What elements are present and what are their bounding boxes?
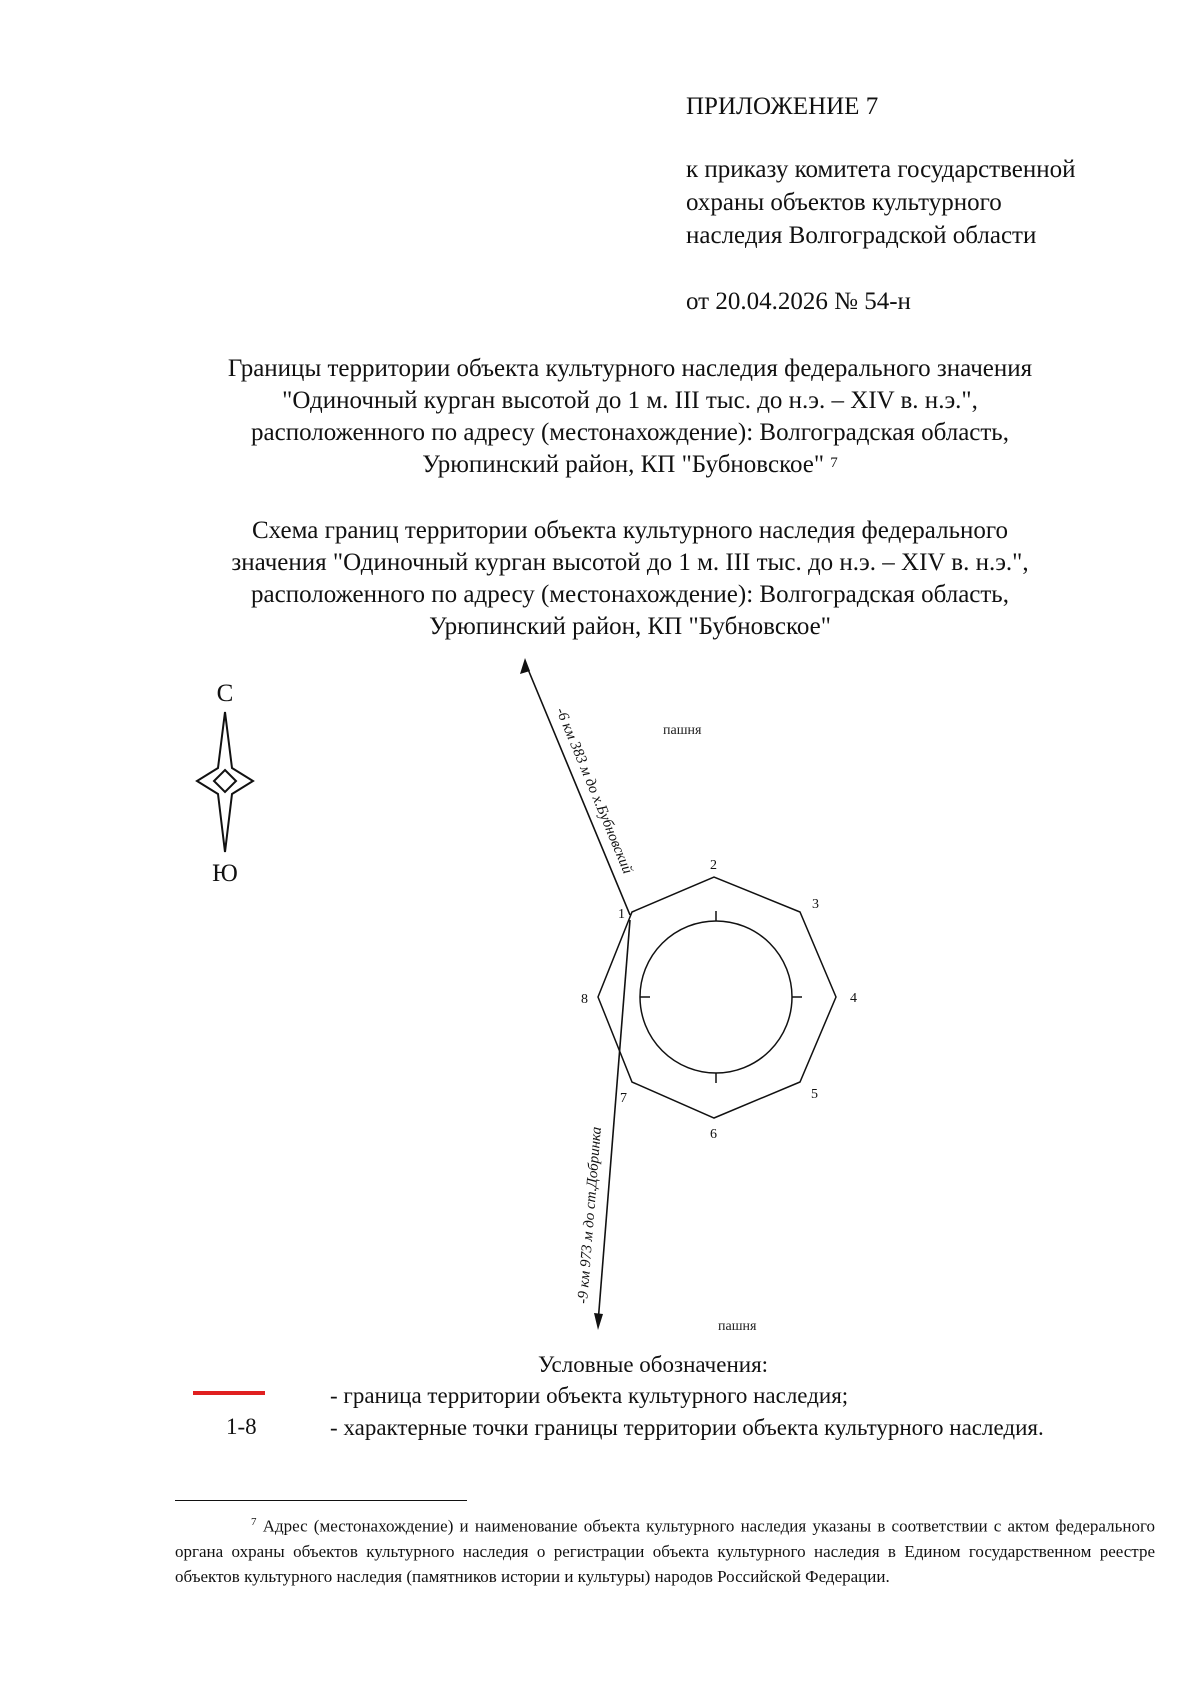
footnote [175,1510,1155,1589]
order-line-2: охраны объектов культурного [686,189,1002,216]
compass-north-label: С [216,680,234,707]
field-label-bottom: пашня [718,1319,757,1334]
legend-points-text: - характерные точки границы территории объекта культурного наследия. [330,1415,1044,1440]
direction-label-north: -6 км 383 м до х.Бубновский [552,705,636,877]
south-direction-line [594,920,630,1330]
point-label-4: 4 [850,991,857,1006]
point-label-6: 6 [710,1127,717,1142]
field-label-top: пашня [663,723,702,738]
heading-2-line-2: значения "Одиночный курган высотой до 1 м. III тыс. до н.э. – XIV в. н.э.", [231,549,1029,576]
compass-rose-icon [197,712,253,852]
legend-points-key: 1-8 [226,1414,257,1439]
order-line-1: к приказу комитета государственной [686,156,1076,183]
point-label-5: 5 [811,1087,818,1102]
appendix-title: ПРИЛОЖЕНИЕ 7 [686,93,879,120]
point-label-3: 3 [812,897,819,912]
order-date: от 20.04.2026 № 54-н [686,288,911,315]
footnote-text: Адрес (местонахождение) и наименование объекта культурного наследия указаны в соответствии с актом федерального органа охраны объектов культурного наследия о регистрации объекта культурного наследия в Едином государственном реестре объектов культурного наследия (памятников истории и культуры) народов Российской Федерации. [175,1516,1155,1586]
heading-2-line-3: расположенного по адресу (местонахождение): Волгоградская область, [251,581,1009,608]
compass-south-label: Ю [212,860,238,887]
footnote-divider [175,1500,467,1501]
point-label-8: 8 [581,992,588,1007]
point-label-7: 7 [620,1091,627,1106]
heading-2-line-1: Схема границ территории объекта культурного наследия федерального [251,517,1009,544]
heading-1-line-4-text: Урюпинский район, КП "Бубновское" [422,451,825,478]
footnote-reference: 7 [830,455,838,471]
heading-1-line-3: расположенного по адресу (местонахождение): Волгоградская область, [251,419,1009,446]
north-direction-line [520,658,630,915]
direction-label-south: -9 км 973 м до ст.Добринка [575,1126,605,1305]
mound-outline [640,911,802,1083]
legend-boundary-text: - граница территории объекта культурного наследия; [330,1383,849,1408]
legend-title: Условные обозначения: [538,1352,769,1377]
heading-2-line-4: Урюпинский район, КП "Бубновское" [429,613,831,640]
heading-1-line-2: "Одиночный курган высотой до 1 м. III тыс. до н.э. – XIV в. н.э.", [282,387,978,414]
heading-1-line-1: Границы территории объекта культурного наследия федерального значения [227,355,1033,382]
footnote-number: 7 [251,1516,257,1528]
order-line-3: наследия Волгоградской области [686,222,1037,249]
point-label-1: 1 [618,907,625,922]
legend-boundary-swatch [193,1391,265,1395]
point-label-2: 2 [710,858,717,873]
